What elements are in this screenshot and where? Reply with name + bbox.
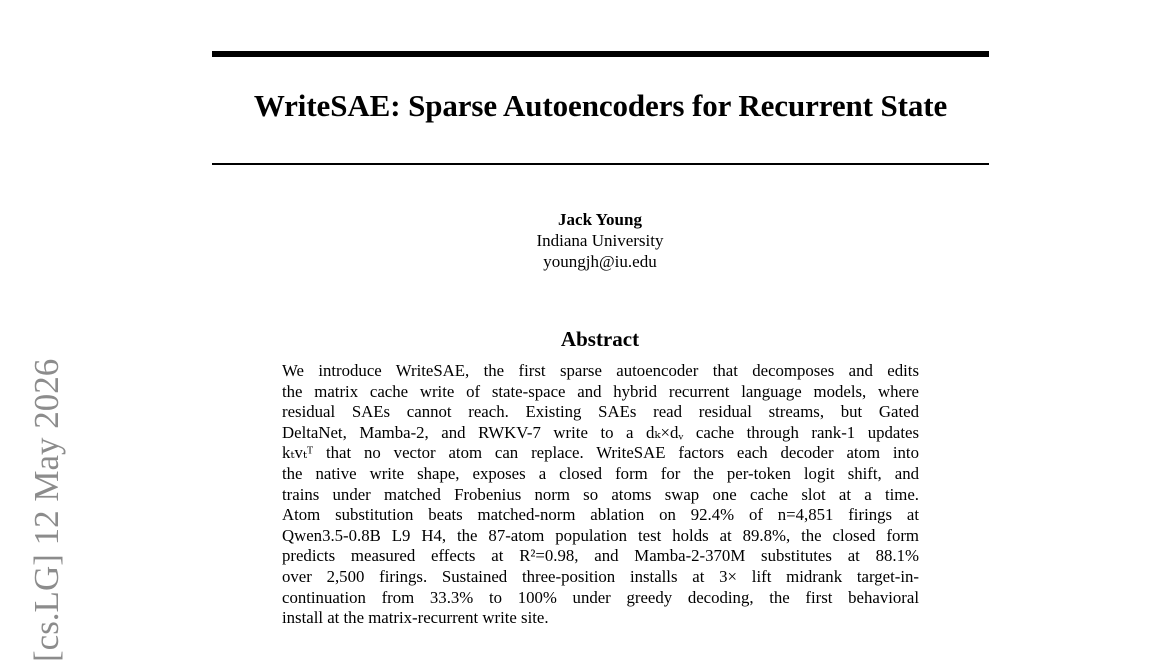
abstract-line: predicts measured effects at R²=0.98, and Mamba-2-370M substitutes at 88.1% <box>282 546 919 566</box>
abstract-heading: Abstract <box>560 327 640 351</box>
author-name: Jack Young <box>558 210 642 229</box>
abstract-line: Qwen3.5-0.8B L9 H4, the 87-atom population test holds at 89.8%, the closed form <box>282 525 919 545</box>
abstract-line: the matrix cache write of state-space and hybrid recurrent language models, where <box>282 381 919 401</box>
abstract-body <box>282 361 919 629</box>
abstract-line: kₜvₜᵀ that no vector atom can replace. WriteSAE factors each decoder atom into <box>282 443 919 463</box>
abstract-line: We introduce WriteSAE, the first sparse autoencoder that decomposes and edits <box>282 361 919 380</box>
abstract-line: over 2,500 firings. Sustained three-position installs at 3× lift midrank target-in- <box>282 566 919 586</box>
paper-title: WriteSAE: Sparse Autoencoders for Recurrent State <box>253 88 948 123</box>
author-block <box>400 209 800 272</box>
abstract-line: Atom substitution beats matched-norm ablation on 92.4% of n=4,851 firings at <box>282 505 919 525</box>
author-affiliation: Indiana University <box>536 231 664 250</box>
author-email[interactable]: youngjh@iu.edu <box>543 252 657 271</box>
abstract-line: residual SAEs cannot reach. Existing SAEs read residual streams, but Gated <box>282 402 919 422</box>
abstract-line: DeltaNet, Mamba-2, and RWKV-7 write to a dₖ×dᵥ cache through rank-1 updates <box>282 422 919 442</box>
abstract-line: trains under matched Frobenius norm so atoms swap one cache slot at a time. <box>282 484 919 504</box>
abstract-line: the native write shape, exposes a closed form for the per-token logit shift, and <box>282 463 919 483</box>
title-top-rule <box>212 51 989 57</box>
arxiv-identifier-stamp: [cs.LG] 12 May 2026 <box>27 358 66 662</box>
title-bottom-rule <box>212 163 989 165</box>
abstract-line: install at the matrix-recurrent write site. <box>282 608 549 628</box>
abstract-line: continuation from 33.3% to 100% under greedy decoding, the first behavioral <box>282 587 919 607</box>
